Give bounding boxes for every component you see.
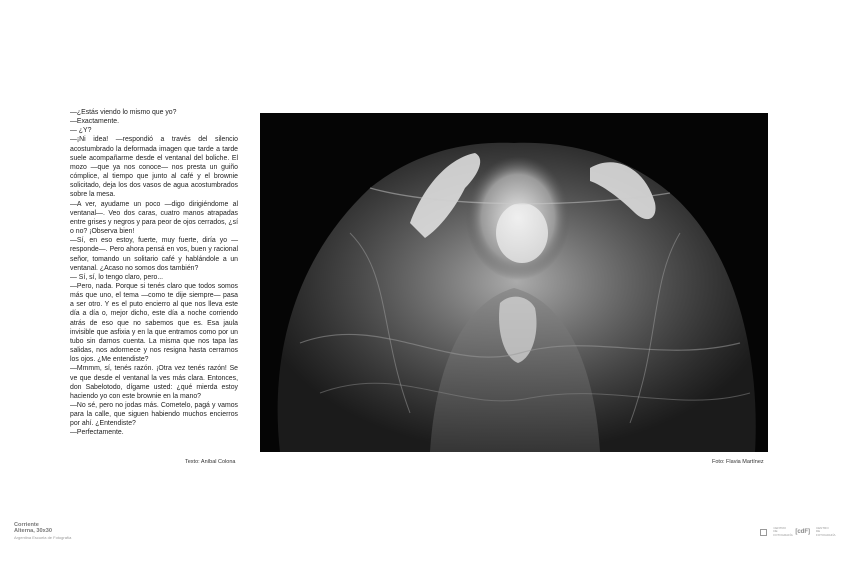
paragraph: —Sí, en eso estoy, fuerte, muy fuerte, diría yo —responde—. Pero ahora pensá en vos, buen y racional señor, tomando un solitario café y hablándole a un ventanal. ¿Acaso no somos dos también?	[70, 237, 238, 272]
text-credit: Texto: Aníbal Colona	[185, 459, 236, 465]
institution-logo-icon	[760, 529, 767, 536]
paragraph: —Pero, nada. Porque si tenés claro que todos somos más que uno, el tema —como te dije siempre— pasa a ser otro. Y es el puto encierro al que nos lleva este día a día o, mejor dicho, este día a noche corriendo atrás de eso que no sabemos que es. Esa jaula invisible que asfixia y en la que entramos como por un tubo sin darnos cuenta. La misma que nos tapa las salidas, nos adormece y nos resigna hasta cerrarnos los ojos. ¿Me entendiste?	[70, 282, 238, 364]
publication-footer	[14, 522, 71, 541]
institution-logo-text: CENTRO DE FOTOGRAFÍA	[773, 526, 793, 537]
paragraph: — ¿Y?	[70, 127, 92, 135]
paragraph: —A ver, ayudame un poco —digo dirigiéndome al ventanal—. Veo dos caras, cuatro manos atrapadas entre grises y negros y para peor de ojos cerrados, ¿sí o no? ¡Observa bien!	[70, 200, 238, 236]
photograph	[260, 113, 768, 452]
photograph-image	[260, 113, 768, 452]
paragraph: —Perfectamente.	[70, 429, 124, 437]
photo-credit: Foto: Flavia Martínez	[712, 459, 764, 465]
paragraph: —Mmmm, sí, tenés razón. ¡Otra vez tenés razón! Se ve que desde el ventanal la ves más clara. Entonces, don Sabelotodo, dígame usted: ¿qué mierda estoy haciendo yo con este brownie en la mano?	[70, 365, 238, 400]
paragraph: —¿Estás viendo lo mismo que yo?	[70, 109, 177, 116]
footer-subtitle: Argentina Escuela de Fotografía	[14, 534, 72, 540]
paragraph: — Sí, sí, lo tengo claro, pero...	[70, 273, 164, 281]
footer-title-line1: Corriente	[14, 522, 39, 528]
paragraph: —¡Ni idea! —respondió a través del silencio acostumbrado la deformada imagen que tarde a tarde suele acompañarme desde el ventanal del boliche. El mozo —que ya nos conoce— nos presta un guiño cómplice, al tiempo que junto al café y el brownie solicitado, deja los dos vasos de agua acostumbrados sobre la mesa.	[70, 136, 238, 199]
paragraph: —No sé, pero no jodas más. Cometelo, pagá y vamos para la calle, que siguen habiendo muchos encierros por ahí. ¿Entendiste?	[70, 402, 238, 428]
cdf-logo: [cdF]	[795, 529, 810, 536]
paragraph: —Exactamente.	[70, 118, 120, 126]
cdf-logo-text: CENTRO DE FOTOGRAFÍA	[816, 526, 836, 537]
footer-title-line2: Alterna, 30x30	[14, 528, 52, 535]
footer-logos	[760, 526, 836, 537]
article-text	[70, 108, 238, 438]
